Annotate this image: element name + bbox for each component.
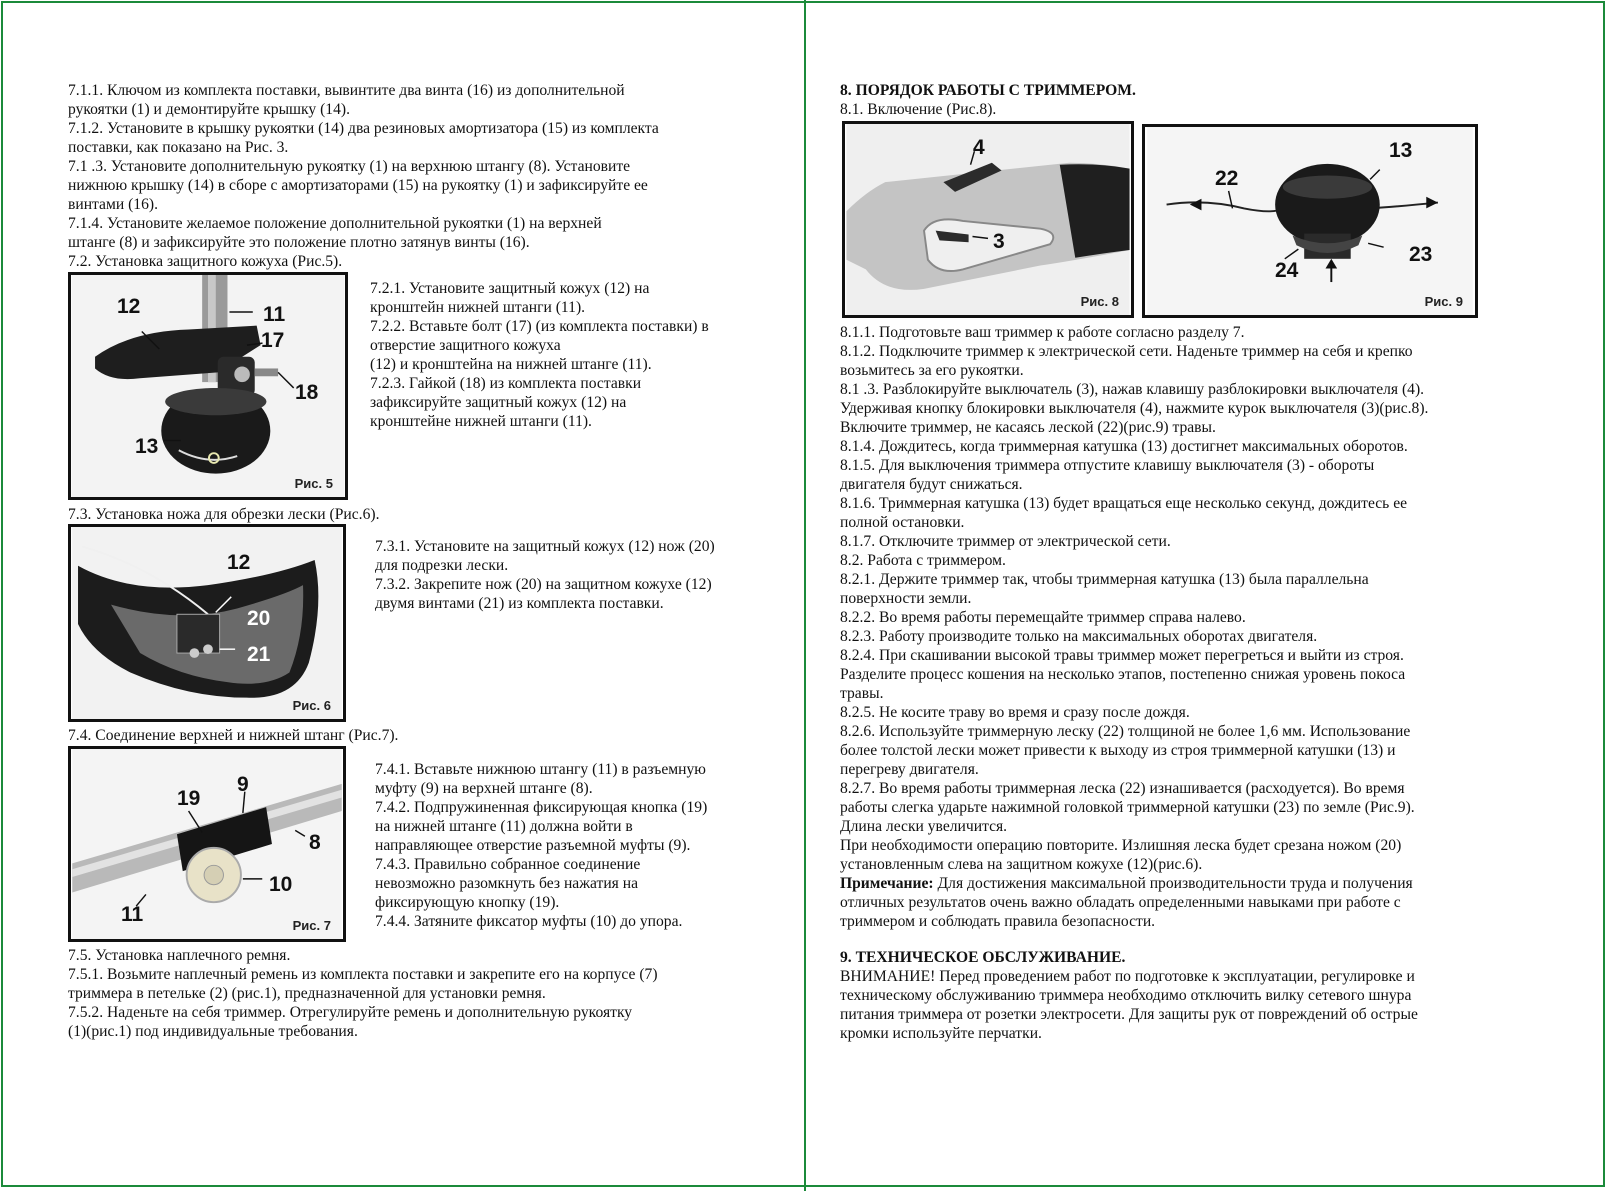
- label-17: 17: [261, 329, 285, 352]
- text-line: 7.3.1. Установите на защитный кожух (12) нож (20): [375, 538, 715, 555]
- text-line: 7.1 .3. Установите дополнительную рукоятку (1) на верхнюю штангу (8). Установите: [68, 158, 631, 175]
- text-line: работы слегка ударьте нажимной головкой триммерной катушки (23) по земле (Рис.9).: [840, 799, 1415, 816]
- text-line: 8.1.6. Триммерная катушка (13) будет вращаться еще несколько секунд, дождитесь ее: [840, 495, 1408, 512]
- label-12: 12: [117, 295, 141, 318]
- text-line: для подрезки лески.: [375, 557, 509, 574]
- section-7-3-heading: 7.3. Установка ножа для обрезки лески (Рис.6).: [68, 506, 380, 523]
- figure-9-caption: Рис. 9: [1424, 294, 1463, 309]
- text-line: триммера в петельке (2) (рис.1), предназначенной для установки ремня.: [68, 985, 546, 1002]
- text-line: двигателя будут снижаться.: [840, 476, 1023, 493]
- shaft-illustration: [71, 749, 343, 939]
- text-line: двумя винтами (21) из комплекта поставки.: [375, 595, 664, 612]
- text-line: 7.4.2. Подпружиненная фиксирующая кнопка (19): [375, 799, 708, 816]
- label-8: 8: [309, 831, 321, 854]
- text-line: невозможно разомкнуть без нажатия на: [375, 875, 638, 892]
- text-line: 7.2.1. Установите защитный кожух (12) на: [370, 280, 650, 297]
- figure-8-caption: Рис. 8: [1080, 294, 1119, 309]
- text-line: 7.2.2. Вставьте болт (17) (из комплекта поставки) в: [370, 318, 709, 335]
- figure-7-shaft-connection: [68, 746, 346, 942]
- label-23: 23: [1409, 243, 1433, 266]
- text-line: При необходимости операцию повторите. Излишняя леска будет срезана ножом (20): [840, 837, 1402, 854]
- text-line: кронштейне нижней штанги (11).: [370, 413, 592, 430]
- text-line: 8.2.6. Используйте триммерную леску (22) толщиной не более 1,6 мм. Использование: [840, 723, 1411, 740]
- section-8-1-heading: 8.1. Включение (Рис.8).: [840, 101, 997, 118]
- text-line: 7.4.1. Вставьте нижнюю штангу (11) в разъемную: [375, 761, 706, 778]
- text-line: на нижней штанге (11) должна войти в: [375, 818, 633, 835]
- label-11: 11: [121, 903, 144, 926]
- text-line: 7.4.4. Затяните фиксатор муфты (10) до упора.: [375, 913, 683, 930]
- text-line: 8.2.7. Во время работы триммерная леска (22) изнашивается (расходуется). Во время: [840, 780, 1405, 797]
- note-first-line: [840, 874, 1413, 893]
- text-line: нижнюю крышку (14) в сборе с амортизаторами (15) на рукоятку (1) и зафиксируйте ее: [68, 177, 648, 194]
- label-20: 20: [247, 607, 271, 630]
- text-line: Удерживая кнопку блокировки выключателя (4), нажмите курок выключателя (3)(рис.8).: [840, 400, 1429, 417]
- text-line: Длина лески увеличится.: [840, 818, 1008, 835]
- text-line: 7.5.1. Возьмите наплечный ремень из комплекта поставки и закрепите его на корпусе (7): [68, 966, 658, 983]
- text-line: возьмитесь за его рукоятки.: [840, 362, 1024, 379]
- text-line: установленным слева на защитном кожухе (12)(рис.6).: [840, 856, 1203, 873]
- label-12: 12: [227, 551, 251, 574]
- text-line: 7.4.3. Правильно собранное соединение: [375, 856, 641, 873]
- section-8-heading: 8. ПОРЯДОК РАБОТЫ С ТРИММЕРОМ.: [840, 82, 1136, 99]
- text-line: травы.: [840, 685, 884, 702]
- section-7-4-heading: 7.4. Соединение верхней и нижней штанг (Рис.7).: [68, 727, 399, 744]
- text-line: более толстой лески может привести к выходу из строя триммерной катушки (13) и: [840, 742, 1396, 759]
- text-line: 8.2.4. При скашивании высокой травы триммер может перегреться и выйти из строя.: [840, 647, 1404, 664]
- text-line: зафиксируйте защитный кожух (12) на: [370, 394, 627, 411]
- figure-7-caption: Рис. 7: [292, 918, 331, 933]
- text-line: 8.2.1. Держите триммер так, чтобы триммерная катушка (13) была параллельна: [840, 571, 1369, 588]
- text-line: фиксирующую кнопку (19).: [375, 894, 560, 911]
- label-18: 18: [295, 381, 319, 404]
- text-line: 7.1.4. Установите желаемое положение дополнительной рукоятки (1) на верхней: [68, 215, 602, 232]
- label-19: 19: [177, 787, 201, 810]
- text-line: кронштейн нижней штанги (11).: [370, 299, 586, 316]
- text-line: триммером и соблюдать правила безопасности.: [840, 913, 1156, 930]
- text-line: перегреву двигателя.: [840, 761, 979, 778]
- text-line: 8.1.5. Для выключения триммера отпустите клавишу выключателя (3) - обороты: [840, 457, 1375, 474]
- text-line: Включите триммер, не касаясь леской (22)(рис.9) травы.: [840, 419, 1216, 436]
- label-10: 10: [269, 873, 293, 896]
- handle-illustration: [845, 124, 1131, 315]
- text-line: кромки используйте перчатки.: [840, 1025, 1042, 1042]
- left-page: [0, 0, 804, 1191]
- text-line: 8.1.2. Подключите триммер к электрической сети. Наденьте триммер на себя и крепко: [840, 343, 1413, 360]
- text-line: Разделите процесс кошения на несколько этапов, постепенно снижая уровень покоса: [840, 666, 1406, 683]
- label-13: 13: [1389, 139, 1413, 162]
- text-line: винтами (16).: [68, 196, 158, 213]
- text-line: отличных результатов очень важно обладать определенными навыками при работе с: [840, 894, 1401, 911]
- text-line: 7.5. Установка наплечного ремня.: [68, 947, 291, 964]
- text-line: (1)(рис.1) под индивидуальные требования.: [68, 1023, 358, 1040]
- label-4: 4: [973, 136, 985, 159]
- blade-illustration: [71, 527, 343, 719]
- text-line: 7.1.2. Установите в крышку рукоятки (14) два резиновых амортизатора (15) из комплекта: [68, 120, 659, 137]
- figure-6-caption: Рис. 6: [292, 698, 331, 713]
- text-line: 7.2.3. Гайкой (18) из комплекта поставки: [370, 375, 642, 392]
- text-line: питания триммера от розетки электросети. Для защиты рук от повреждений об острые: [840, 1006, 1418, 1023]
- figure-5-guard-install: [68, 272, 348, 500]
- label-21: 21: [247, 643, 271, 666]
- text-line: поверхности земли.: [840, 590, 972, 607]
- text-line: 7.2. Установка защитного кожуха (Рис.5).: [68, 253, 343, 270]
- text-line: 7.1.1. Ключом из комплекта поставки, вывинтите два винта (16) из дополнительной: [68, 82, 625, 99]
- label-22: 22: [1215, 167, 1239, 190]
- text-line: (12) и кронштейна на нижней штанге (11).: [370, 356, 652, 373]
- text-line: 8.1.1. Подготовьте ваш триммер к работе согласно разделу 7.: [840, 324, 1245, 341]
- note-text: Для достижения максимальной производительности труда и получения: [933, 875, 1413, 892]
- label-13: 13: [135, 435, 159, 458]
- label-24: 24: [1275, 259, 1299, 282]
- text-line: техническому обслуживанию триммера необходимо отключить вилку сетевого шнура: [840, 987, 1412, 1004]
- text-line: отверстие защитного кожуха: [370, 337, 561, 354]
- text-line: штанге (8) и зафиксируйте это положение плотно затянув винты (16).: [68, 234, 530, 251]
- text-line: 8.2.3. Работу производите только на максимальных оборотах двигателя.: [840, 628, 1318, 645]
- trimmer-head-illustration: [1145, 127, 1475, 315]
- text-line: 8.1.4. Дождитесь, когда триммерная катушка (13) достигнет максимальных оборотов.: [840, 438, 1408, 455]
- figure-6-blade-install: [68, 524, 346, 722]
- text-line: направляющее отверстие разъемной муфты (9).: [375, 837, 691, 854]
- label-3: 3: [993, 230, 1005, 253]
- figure-8-switch: [842, 121, 1134, 318]
- note-label: Примечание:: [840, 875, 934, 892]
- text-line: 8.1 .3. Разблокируйте выключатель (3), нажав клавишу разблокировки выключателя (4).: [840, 381, 1425, 398]
- figure-9-trimmer-head: [1142, 124, 1478, 318]
- text-line: 8.2.2. Во время работы перемещайте триммер справа налево.: [840, 609, 1246, 626]
- text-line: 8.1.7. Отключите триммер от электрической сети.: [840, 533, 1171, 550]
- text-line: 7.3.2. Закрепите нож (20) на защитном кожухе (12): [375, 576, 712, 593]
- label-9: 9: [237, 773, 249, 796]
- label-11: 11: [263, 303, 286, 326]
- text-line: полной остановки.: [840, 514, 965, 531]
- text-line: 8.2. Работа с триммером.: [840, 552, 1006, 569]
- text-line: ВНИМАНИЕ! Перед проведением работ по подготовке к эксплуатации, регулировке и: [840, 968, 1415, 985]
- figure-5-caption: Рис. 5: [294, 476, 333, 491]
- section-9-heading: 9. ТЕХНИЧЕСКОЕ ОБСЛУЖИВАНИЕ.: [840, 949, 1126, 966]
- text-line: поставки, как показано на Рис. 3.: [68, 139, 289, 156]
- right-page: [806, 0, 1610, 1191]
- text-line: рукоятки (1) и демонтируйте крышку (14).: [68, 101, 350, 118]
- text-line: 7.5.2. Наденьте на себя триммер. Отрегулируйте ремень и дополнительную рукоятку: [68, 1004, 633, 1021]
- text-line: муфту (9) на верхней штанге (8).: [375, 780, 593, 797]
- text-line: 8.2.5. Не косите траву во время и сразу после дождя.: [840, 704, 1190, 721]
